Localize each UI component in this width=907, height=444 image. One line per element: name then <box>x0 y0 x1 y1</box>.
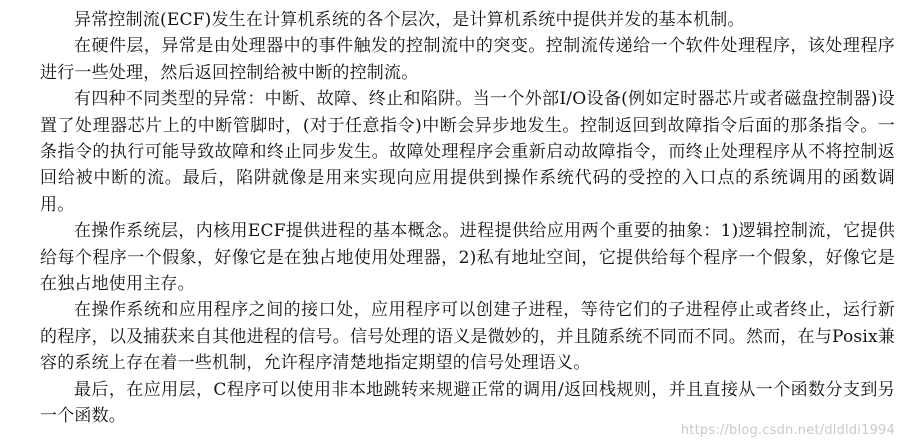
document-body <box>40 7 895 430</box>
paragraph-ecf-intro: 异常控制流(ECF)发生在计算机系统的各个层次，是计算机系统中提供并发的基本机制。 <box>74 10 745 30</box>
watermark-url: https://blog.csdn.net/dldldi1994 <box>680 423 895 438</box>
paragraph-exception-types: 有四种不同类型的异常：中断、故障、终止和陷阱。当一个外部I/O设备(例如定时器芯片或者磁盘控制器)设置了处理器芯片上的中断管脚时，(对于任意指令)中断会异步地发生。控制返回到故障指令后面的那条指令。一条指令的执行可能导致故障和终止同步发生。故障处理程序会重新启动故障指令，而终止处理程序从不将控制返回给被中断的流。最后，陷阱就像是用来实现向应用提供到操作系统代码的受控的入口点的系统调用的函数调用。 <box>40 89 895 215</box>
paragraph-application-layer: 最后，在应用层，C程序可以使用非本地跳转来规避正常的调用/返回栈规则，并且直接从一个函数分支到另一个函数。 <box>40 379 895 427</box>
paragraph-os-layer: 在操作系统层，内核用ECF提供进程的基本概念。进程提供给应用两个重要的抽象：1)逻辑控制流，它提供给每个程序一个假象，好像它是在独占地使用处理器，2)私有地址空间，它提供给每个程序一个假象，好像它是在独占地使用主存。 <box>40 221 895 295</box>
paragraph-os-app-interface: 在操作系统和应用程序之间的接口处，应用程序可以创建子进程，等待它们的子进程停止或者终止，运行新的程序，以及捕获来自其他进程的信号。信号处理的语义是微妙的，并且随系统不同而不同。然而，在与Posix兼容的系统上存在着一些机制，允许程序清楚地指定期望的信号处理语义。 <box>40 300 895 374</box>
paragraph-hardware-layer: 在硬件层，异常是由处理器中的事件触发的控制流中的突变。控制流传递给一个软件处理程序，该处理程序进行一些处理，然后返回控制给被中断的控制流。 <box>40 36 895 83</box>
